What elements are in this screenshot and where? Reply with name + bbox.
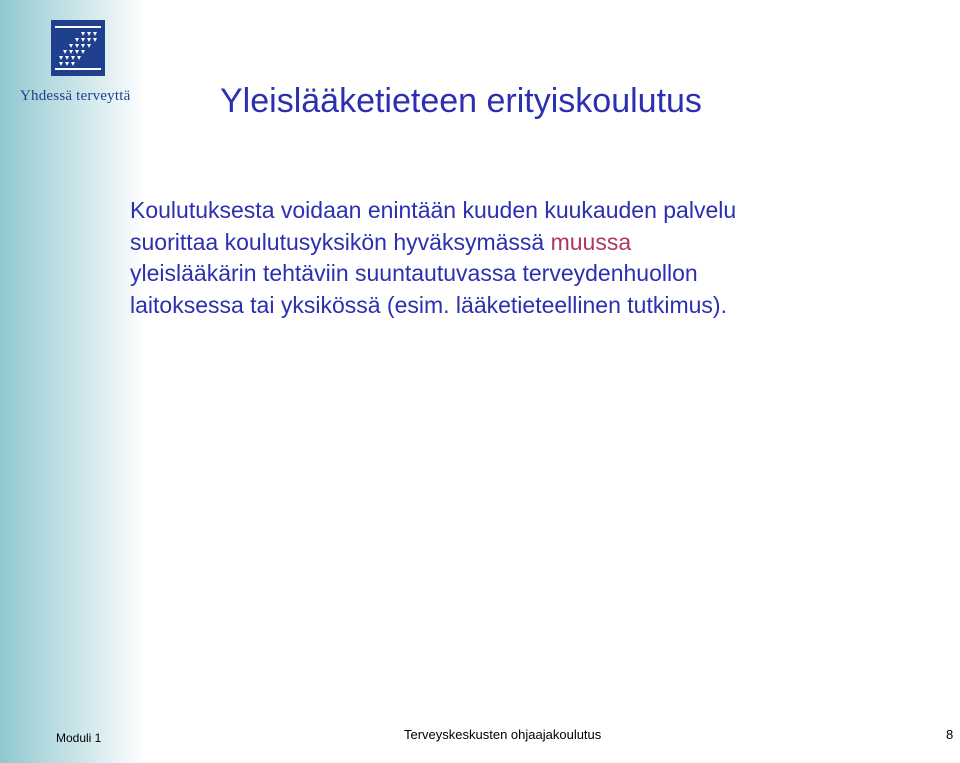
body-line-4: laitoksessa tai yksikössä (esim. lääketieteellinen tutkimus). <box>130 291 727 318</box>
yhdessa-terveytta-logo-icon <box>51 20 105 76</box>
footer-page-number: 8 <box>946 727 954 742</box>
body-line-2 <box>130 227 930 259</box>
slide-title: Yleislääketieteen erityiskoulutus <box>220 82 702 120</box>
logo-wordmark: Yhdessä terveyttä <box>20 88 131 104</box>
side-gradient-band <box>0 0 145 763</box>
slide-body-text <box>130 195 930 321</box>
footer-course-title: Terveyskeskusten ohjaajakoulutus <box>404 727 602 742</box>
body-line-1: Koulutuksesta voidaan enintään kuuden kuukauden palvelu <box>130 197 737 223</box>
body-line-2-text: suorittaa koulutusyksikön hyväksymässä <box>130 228 551 255</box>
footer-module-label: Moduli 1 <box>56 731 102 745</box>
body-emphasis-word: muussa <box>550 228 632 255</box>
body-line-3: yleislääkärin tehtäviin suuntautuvassa terveydenhuollon <box>130 260 698 286</box>
